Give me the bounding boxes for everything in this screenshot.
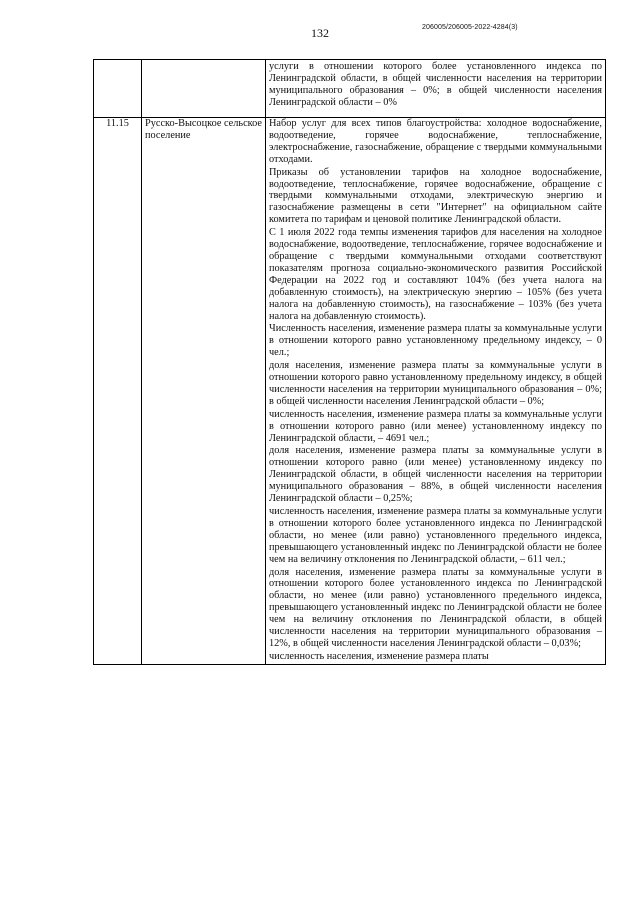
paragraph-tariff-rates: С 1 июля 2022 года темпы изменения тарифов для населения на холодное водоснабжение, водоотведение, теплоснабжение, горячее водоснабжение и обращение с твердыми коммунальными отходами соответствуют показателям прогноза социально-экономического развития Российской Федерации на 2022 год и составляют 104% (без учета налога на добавленную стоимость), на электрическую энергию – 105% (без учета налога на добавленную стоимость), на газоснабжение – 103% (без учета налога на добавленную стоимость).	[269, 227, 602, 322]
document-id: 206005/206005-2022-4284(3)	[422, 24, 518, 31]
number-cell-empty	[94, 60, 142, 118]
paragraph-share-equal-limit: доля населения, изменение размера платы за коммунальные услуги в отношении которого равно установленному предельному индексу, в общей численности населения на территории муниципального образования – 0%; в общей численности населения Ленинградской области – 0%;	[269, 360, 602, 407]
name-cell-empty	[142, 60, 266, 118]
entry-text-cell	[266, 118, 606, 665]
paragraph-share-above-index: доля населения, изменение размера платы за коммунальные услуги в отношении которого более установленного индекса по Ленинградской области, но менее (или равно) установленного предельного индекса, превышающего установленный индекс по Ленинградской области не более чем на величину отклонения по Ленинградской области, в общей численности населения на территории муниципального образования – 12%, в общей численности населения Ленинградской области – 0,03%;	[269, 566, 602, 649]
paragraph-share-below-index: доля населения, изменение размера платы за коммунальные услуги в отношении которого равно (или менее) установленному индексу по Ленинградской области, в общей численности населения на территории муниципального образования – 88%, в общей численности населения Ленинградской области – 0,25%;	[269, 445, 602, 505]
paragraph-count-truncated: численность населения, изменение размера платы	[269, 650, 489, 662]
table-row-continuation	[94, 60, 606, 118]
page-number: 132	[311, 26, 329, 40]
continuation-paragraph: услуги в отношении которого более установленного индекса по Ленинградской области, в общей численности населения на территории муниципального образования – 0%; в общей численности населения Ленинградской области – 0%	[269, 61, 602, 108]
settlement-name: Русско-Высоцкое сельское поселение	[142, 118, 266, 665]
tariff-table	[93, 59, 606, 665]
paragraph-count-above-index: численность населения, изменение размера платы за коммунальные услуги в отношении которого более установленного индекса по Ленинградской области, но менее (или равно) установленного предельного индекса, превышающего установленный индекс по Ленинградской области не более чем на величину отклонения по Ленинградской области, – 611 чел.;	[269, 506, 602, 565]
paragraph-count-below-index: численность населения, изменение размера платы за коммунальные услуги в отношении которого равно (или менее) установленному индексу по Ленинградской области, – 4691 чел.;	[269, 408, 602, 444]
paragraph-count-equal-limit: Численность населения, изменение размера платы за коммунальные услуги в отношении которого равно установленному предельному индексу, – 0 чел.;	[269, 323, 602, 359]
table-row-entry	[94, 118, 606, 665]
paragraph-services: Набор услуг для всех типов благоустройства: холодное водоснабжение, водоотведение, горячее водоснабжение, теплоснабжение, электроснабжение, газоснабжение, обращение с твердыми коммунальными отходами.	[269, 118, 602, 165]
paragraph-orders: Приказы об установлении тарифов на холодное водоснабжение, водоотведение, теплоснабжение, горячее водоснабжение, обращение с твердыми коммунальными отходами, электрическую энергию и газоснабжение размещены в сети "Интернет" на официальном сайте комитета по тарифам и ценовой политике Ленинградской области.	[269, 166, 602, 226]
entry-number: 11.15	[94, 118, 142, 665]
continuation-cell	[266, 60, 606, 118]
